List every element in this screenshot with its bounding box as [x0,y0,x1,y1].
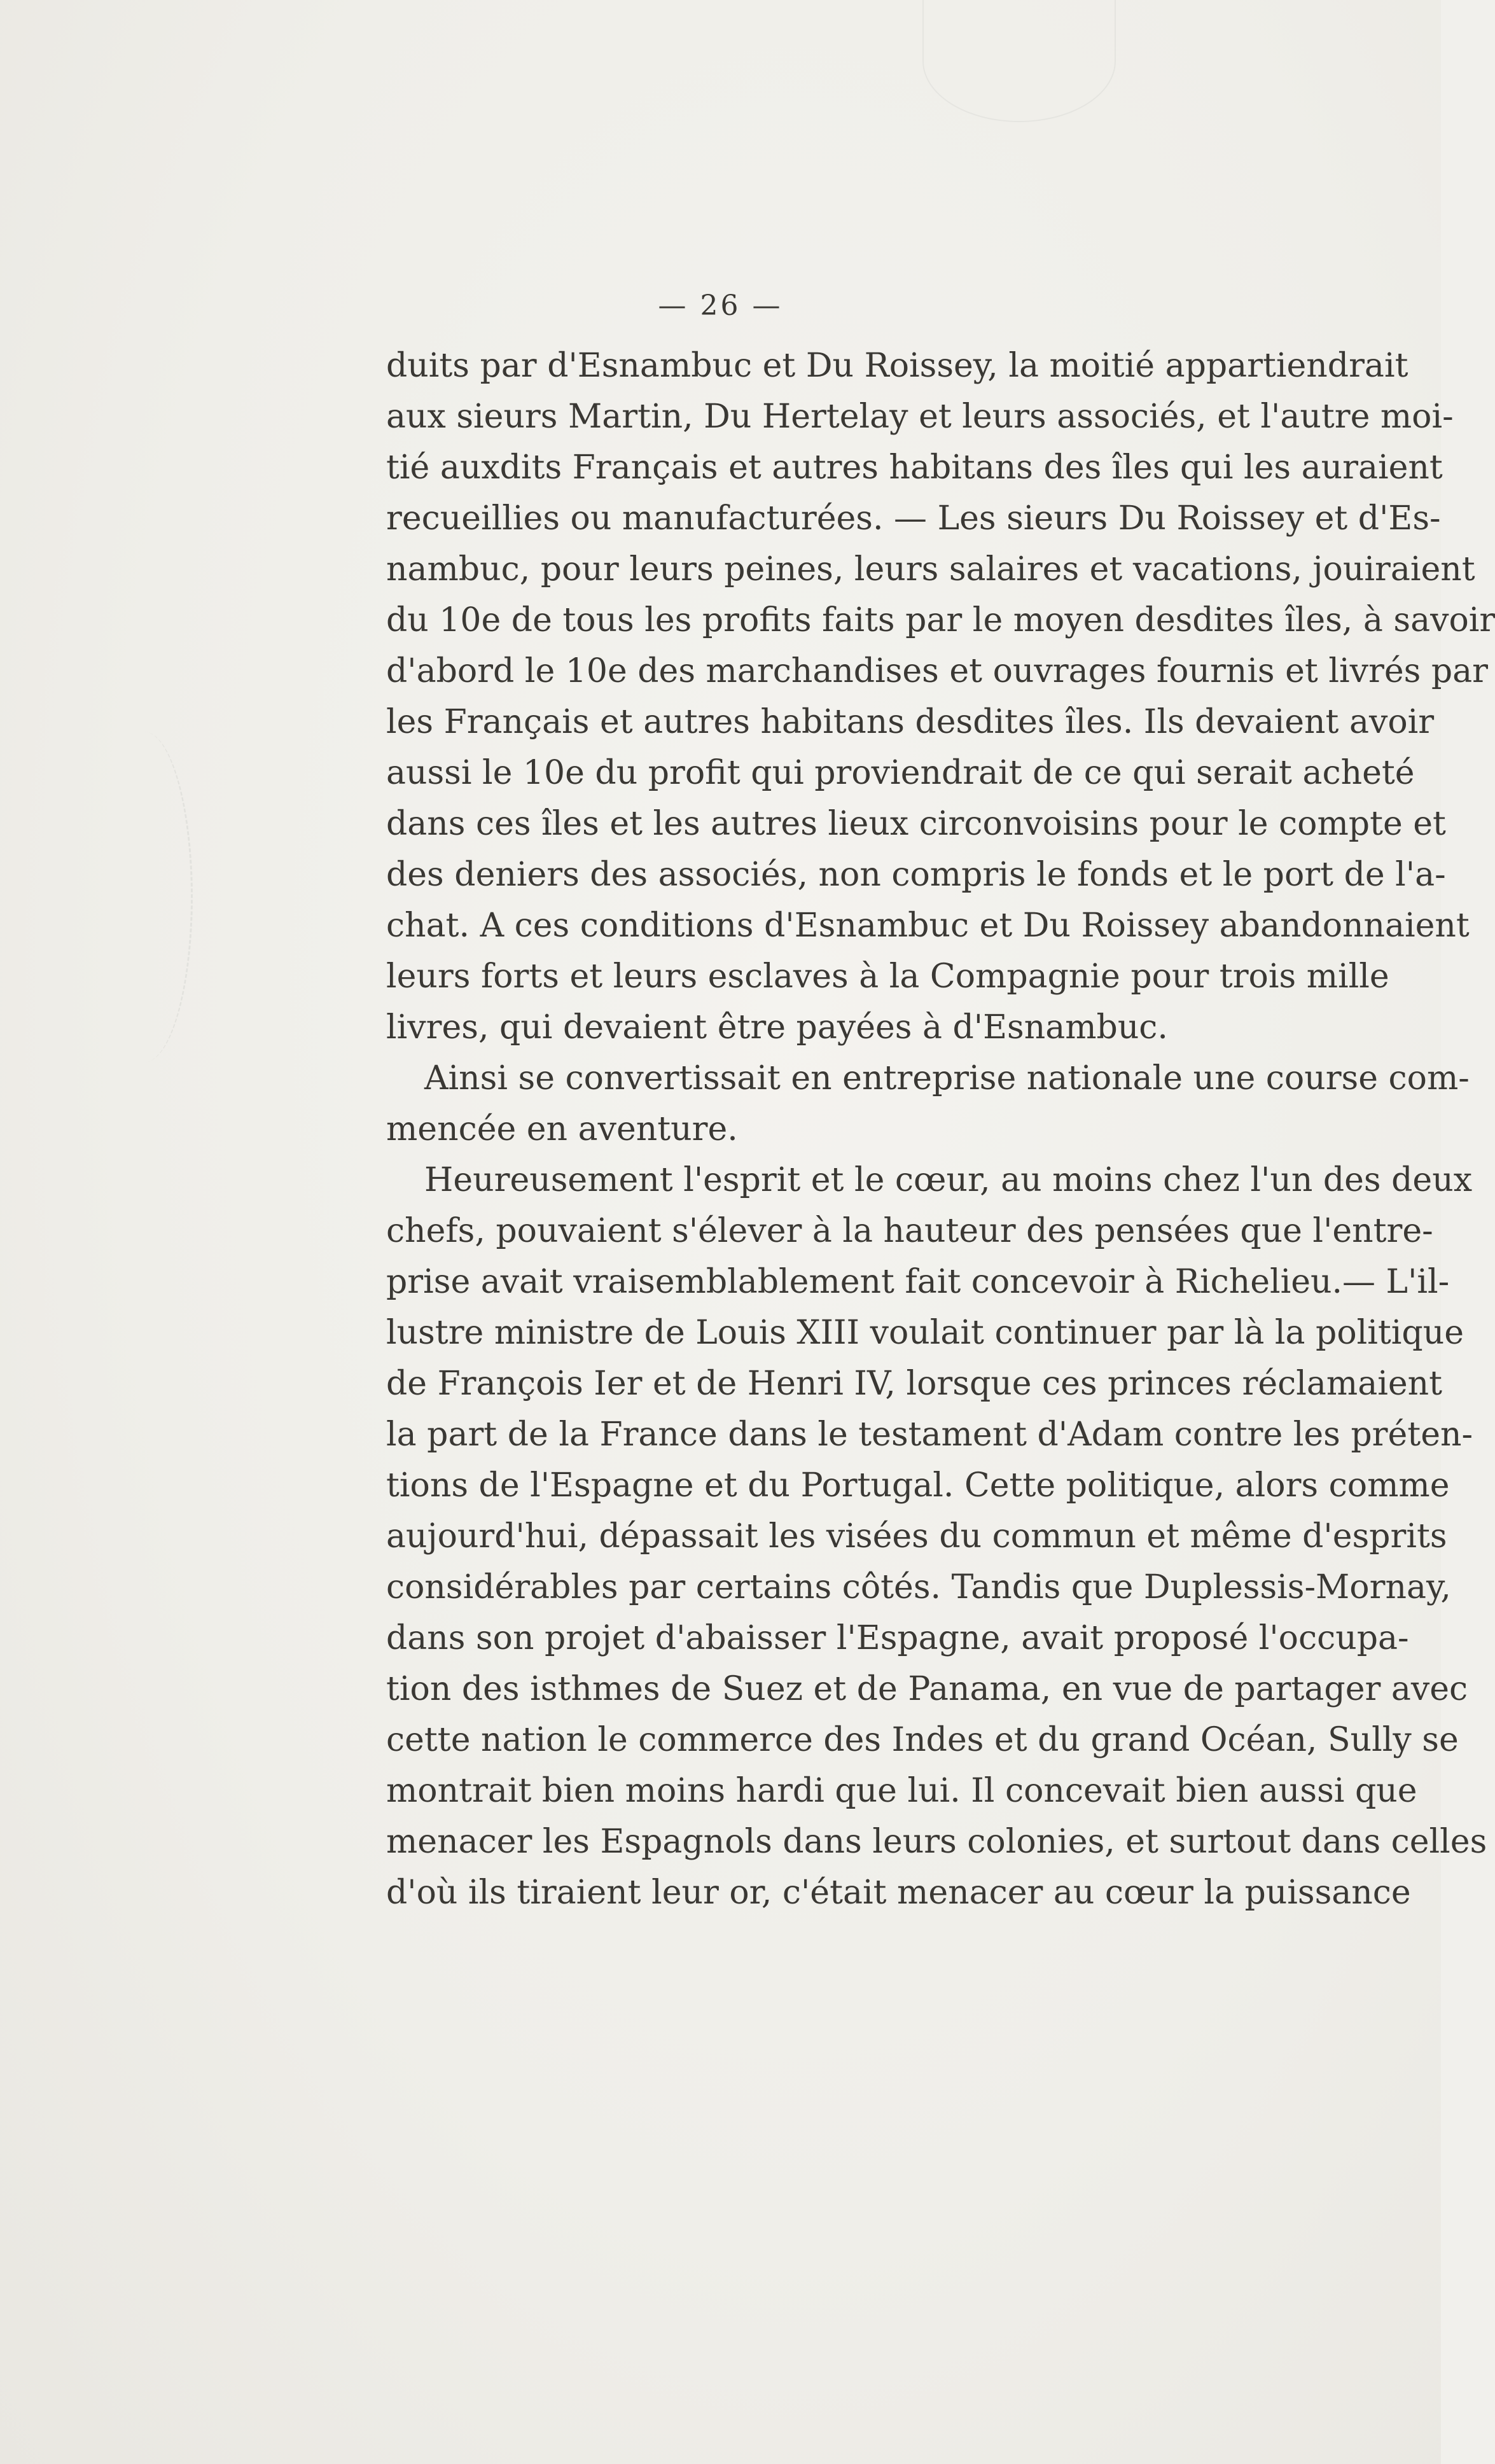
text-line: Heureusement l'esprit et le cœur, au moins chez l'un des deux [424,1161,1473,1199]
text-line: montrait bien moins hardi que lui. Il concevait bien aussi que [386,1772,1417,1810]
faded-library-stamp [95,732,193,1062]
text-line: la part de la France dans le testament d'Adam contre les préten- [386,1416,1473,1454]
text-line: considérables par certains côtés. Tandis que Duplessis-Mornay, [386,1568,1451,1606]
text-line: nambuc, pour leurs peines, leurs salaires et vacations, jouiraient [386,550,1475,588]
body-text [386,340,1495,1918]
text-line: chat. A ces conditions d'Esnambuc et Du Roissey abandonnaient [386,907,1470,945]
text-line: lustre ministre de Louis XIII voulait continuer par là la politique [386,1314,1464,1352]
text-line: leurs forts et leurs esclaves à la Compagnie pour trois mille [386,957,1389,996]
text-line: recueillies ou manufacturées. — Les sieurs Du Roissey et d'Es- [386,499,1441,538]
faded-stamp-trace [922,0,1116,122]
text-line: cette nation le commerce des Indes et du grand Océan, Sully se [386,1721,1459,1759]
text-line: d'abord le 10e des marchandises et ouvrages fournis et livrés par [386,652,1488,690]
text-line: tions de l'Espagne et du Portugal. Cette politique, alors comme [386,1466,1450,1505]
text-line: mencée en aventure. [386,1110,738,1148]
text-line: aussi le 10e du profit qui proviendrait de ce qui serait acheté [386,754,1415,792]
text-line: du 10e de tous les profits faits par le moyen desdites îles, à savoir [386,601,1495,639]
text-line: tié auxdits Français et autres habitans des îles qui les auraient [386,449,1443,487]
text-line: duits par d'Esnambuc et Du Roissey, la moitié appartiendrait [386,347,1408,385]
text-line: livres, qui devaient être payées à d'Esnambuc. [386,1008,1168,1047]
text-line: de François Ier et de Henri IV, lorsque ces princes réclamaient [386,1365,1443,1403]
text-line: d'où ils tiraient leur or, c'était menacer au cœur la puissance [386,1874,1411,1912]
text-line: aux sieurs Martin, Du Hertelay et leurs associés, et l'autre moi- [386,398,1454,436]
text-line: tion des isthmes de Suez et de Panama, en vue de partager avec [386,1670,1468,1708]
text-line: chefs, pouvaient s'élever à la hauteur des pensées que l'entre- [386,1212,1433,1250]
page-number: — 26 — [658,289,783,322]
text-line: les Français et autres habitans desdites îles. Ils devaient avoir [386,703,1435,741]
text-line: menacer les Espagnols dans leurs colonies, et surtout dans celles [386,1823,1487,1861]
text-line: aujourd'hui, dépassait les visées du commun et même d'esprits [386,1517,1447,1556]
text-line: prise avait vraisemblablement fait concevoir à Richelieu.— L'il- [386,1263,1450,1301]
text-line: dans ces îles et les autres lieux circonvoisins pour le compte et [386,805,1446,843]
text-line: dans son projet d'abaisser l'Espagne, avait proposé l'occupa- [386,1619,1409,1657]
text-line: Ainsi se convertissait en entreprise nationale une course com- [424,1059,1470,1097]
text-line: des deniers des associés, non compris le fonds et le port de l'a- [386,856,1446,894]
